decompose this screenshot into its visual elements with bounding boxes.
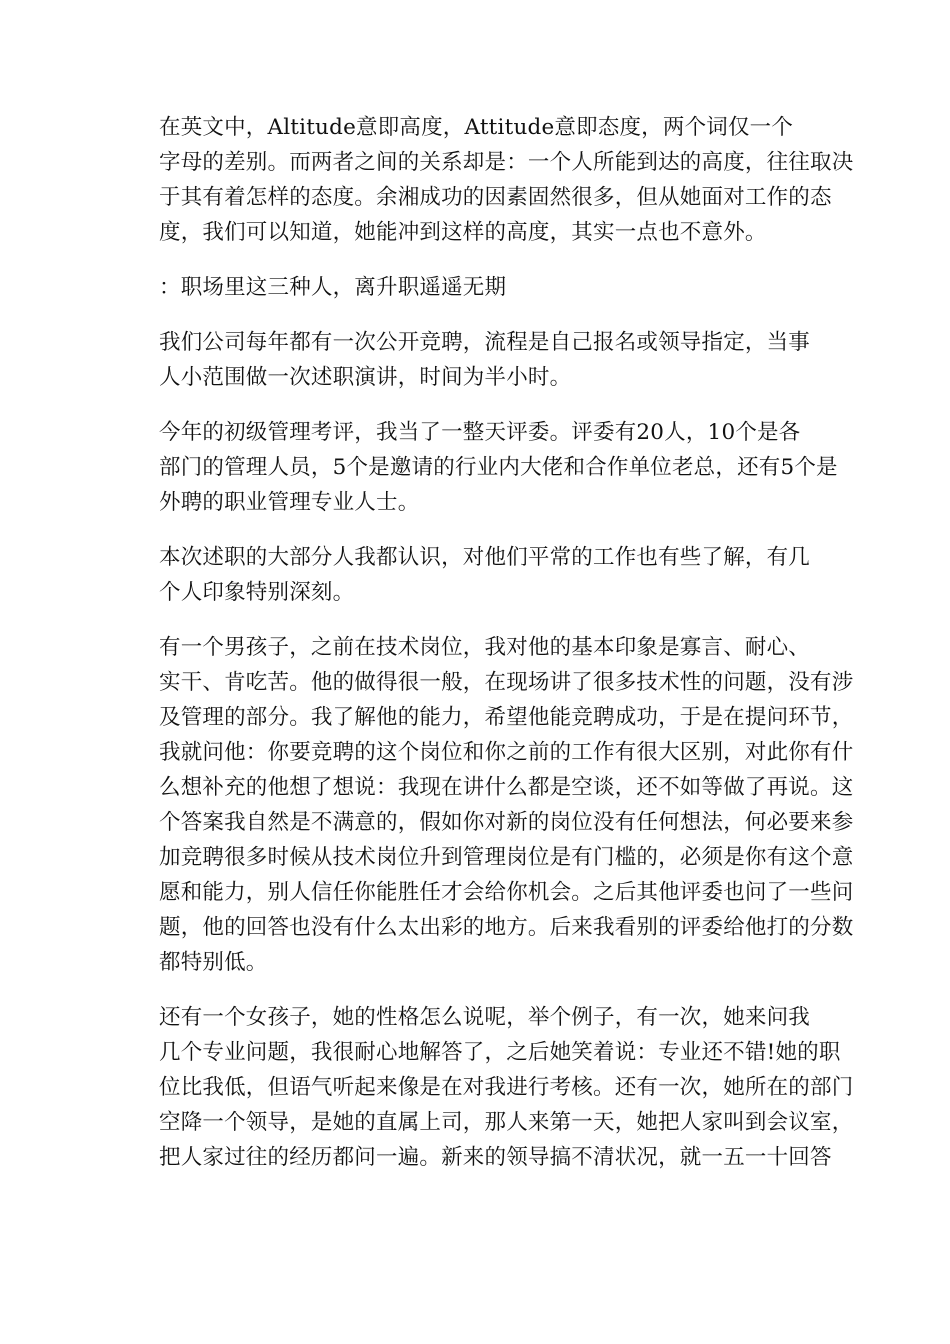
text-line: 空降一个领导，是她的直属上司，那人来第一天，她把人家叫到会议室，	[159, 1110, 854, 1135]
text-line: 及管理的部分。我了解他的能力，希望他能竞聘成功，于是在提问环节，	[159, 705, 854, 730]
paragraph	[116, 1000, 854, 1175]
document-body	[116, 110, 854, 1195]
text-line: 位比我低，但语气听起来像是在对我进行考核。还有一次，她所在的部门	[159, 1075, 854, 1100]
text-line: 还有一个女孩子，她的性格怎么说呢，举个例子，有一次，她来问我	[159, 1005, 811, 1030]
paragraph	[116, 630, 854, 980]
text-line: 实干、肯吃苦。他的做得很一般，在现场讲了很多技术性的问题，没有涉	[159, 670, 854, 695]
paragraph	[116, 110, 854, 250]
text-line: 几个专业问题，我很耐心地解答了，之后她笑着说：专业还不错!她的职	[159, 1040, 841, 1065]
paragraph	[116, 540, 832, 610]
text-line: 字母的差别。而两者之间的关系却是：一个人所能到达的高度，往往取决	[159, 150, 854, 175]
text-line: 有一个男孩子，之前在技术岗位，我对他的基本印象是寡言、耐心、	[159, 635, 811, 660]
text-line: 部门的管理人员，5个是邀请的行业内大佬和合作单位老总，还有5个是	[159, 455, 838, 480]
text-line: 愿和能力，别人信任你能胜任才会给你机会。之后其他评委也问了一些问	[159, 880, 854, 905]
text-line: 度，我们可以知道，她能冲到这样的高度，其实一点也不意外。	[159, 220, 767, 245]
text-line: 本次述职的大部分人我都认识，对他们平常的工作也有些了解，有几	[159, 545, 811, 570]
text-line: 加竞聘很多时候从技术岗位升到管理岗位是有门槛的，必须是你有这个意	[159, 845, 854, 870]
text-line: 在英文中，Altitude意即高度，Attitude意即态度，两个词仅一个	[159, 115, 794, 140]
paragraph	[116, 270, 832, 305]
text-line: 个人印象特别深刻。	[159, 580, 355, 605]
text-line: 于其有着怎样的态度。余湘成功的因素固然很多，但从她面对工作的态	[159, 185, 832, 210]
text-line: 么想补充的他想了想说：我现在讲什么都是空谈，还不如等做了再说。这	[159, 775, 854, 800]
text-line: 人小范围做一次述职演讲，时间为半小时。	[159, 365, 572, 390]
text-line: 题，他的回答也没有什么太出彩的地方。后来我看别的评委给他打的分数	[159, 915, 854, 940]
text-line: ：职场里这三种人，离升职遥遥无期	[159, 275, 507, 300]
text-line: 我就问他：你要竞聘的这个岗位和你之前的工作有很大区别，对此你有什	[159, 740, 854, 765]
paragraph	[116, 415, 838, 520]
text-line: 把人家过往的经历都问一遍。新来的领导搞不清状况，就一五一十回答	[159, 1145, 832, 1170]
text-line: 都特别低。	[159, 950, 268, 975]
text-line: 个答案我自然是不满意的，假如你对新的岗位没有任何想法，何必要来参	[159, 810, 854, 835]
text-line: 外聘的职业管理专业人士。	[159, 490, 420, 515]
text-line: 我们公司每年都有一次公开竞聘，流程是自己报名或领导指定，当事	[159, 330, 811, 355]
paragraph	[116, 325, 832, 395]
text-line: 今年的初级管理考评，我当了一整天评委。评委有20人，10个是各	[159, 420, 801, 445]
